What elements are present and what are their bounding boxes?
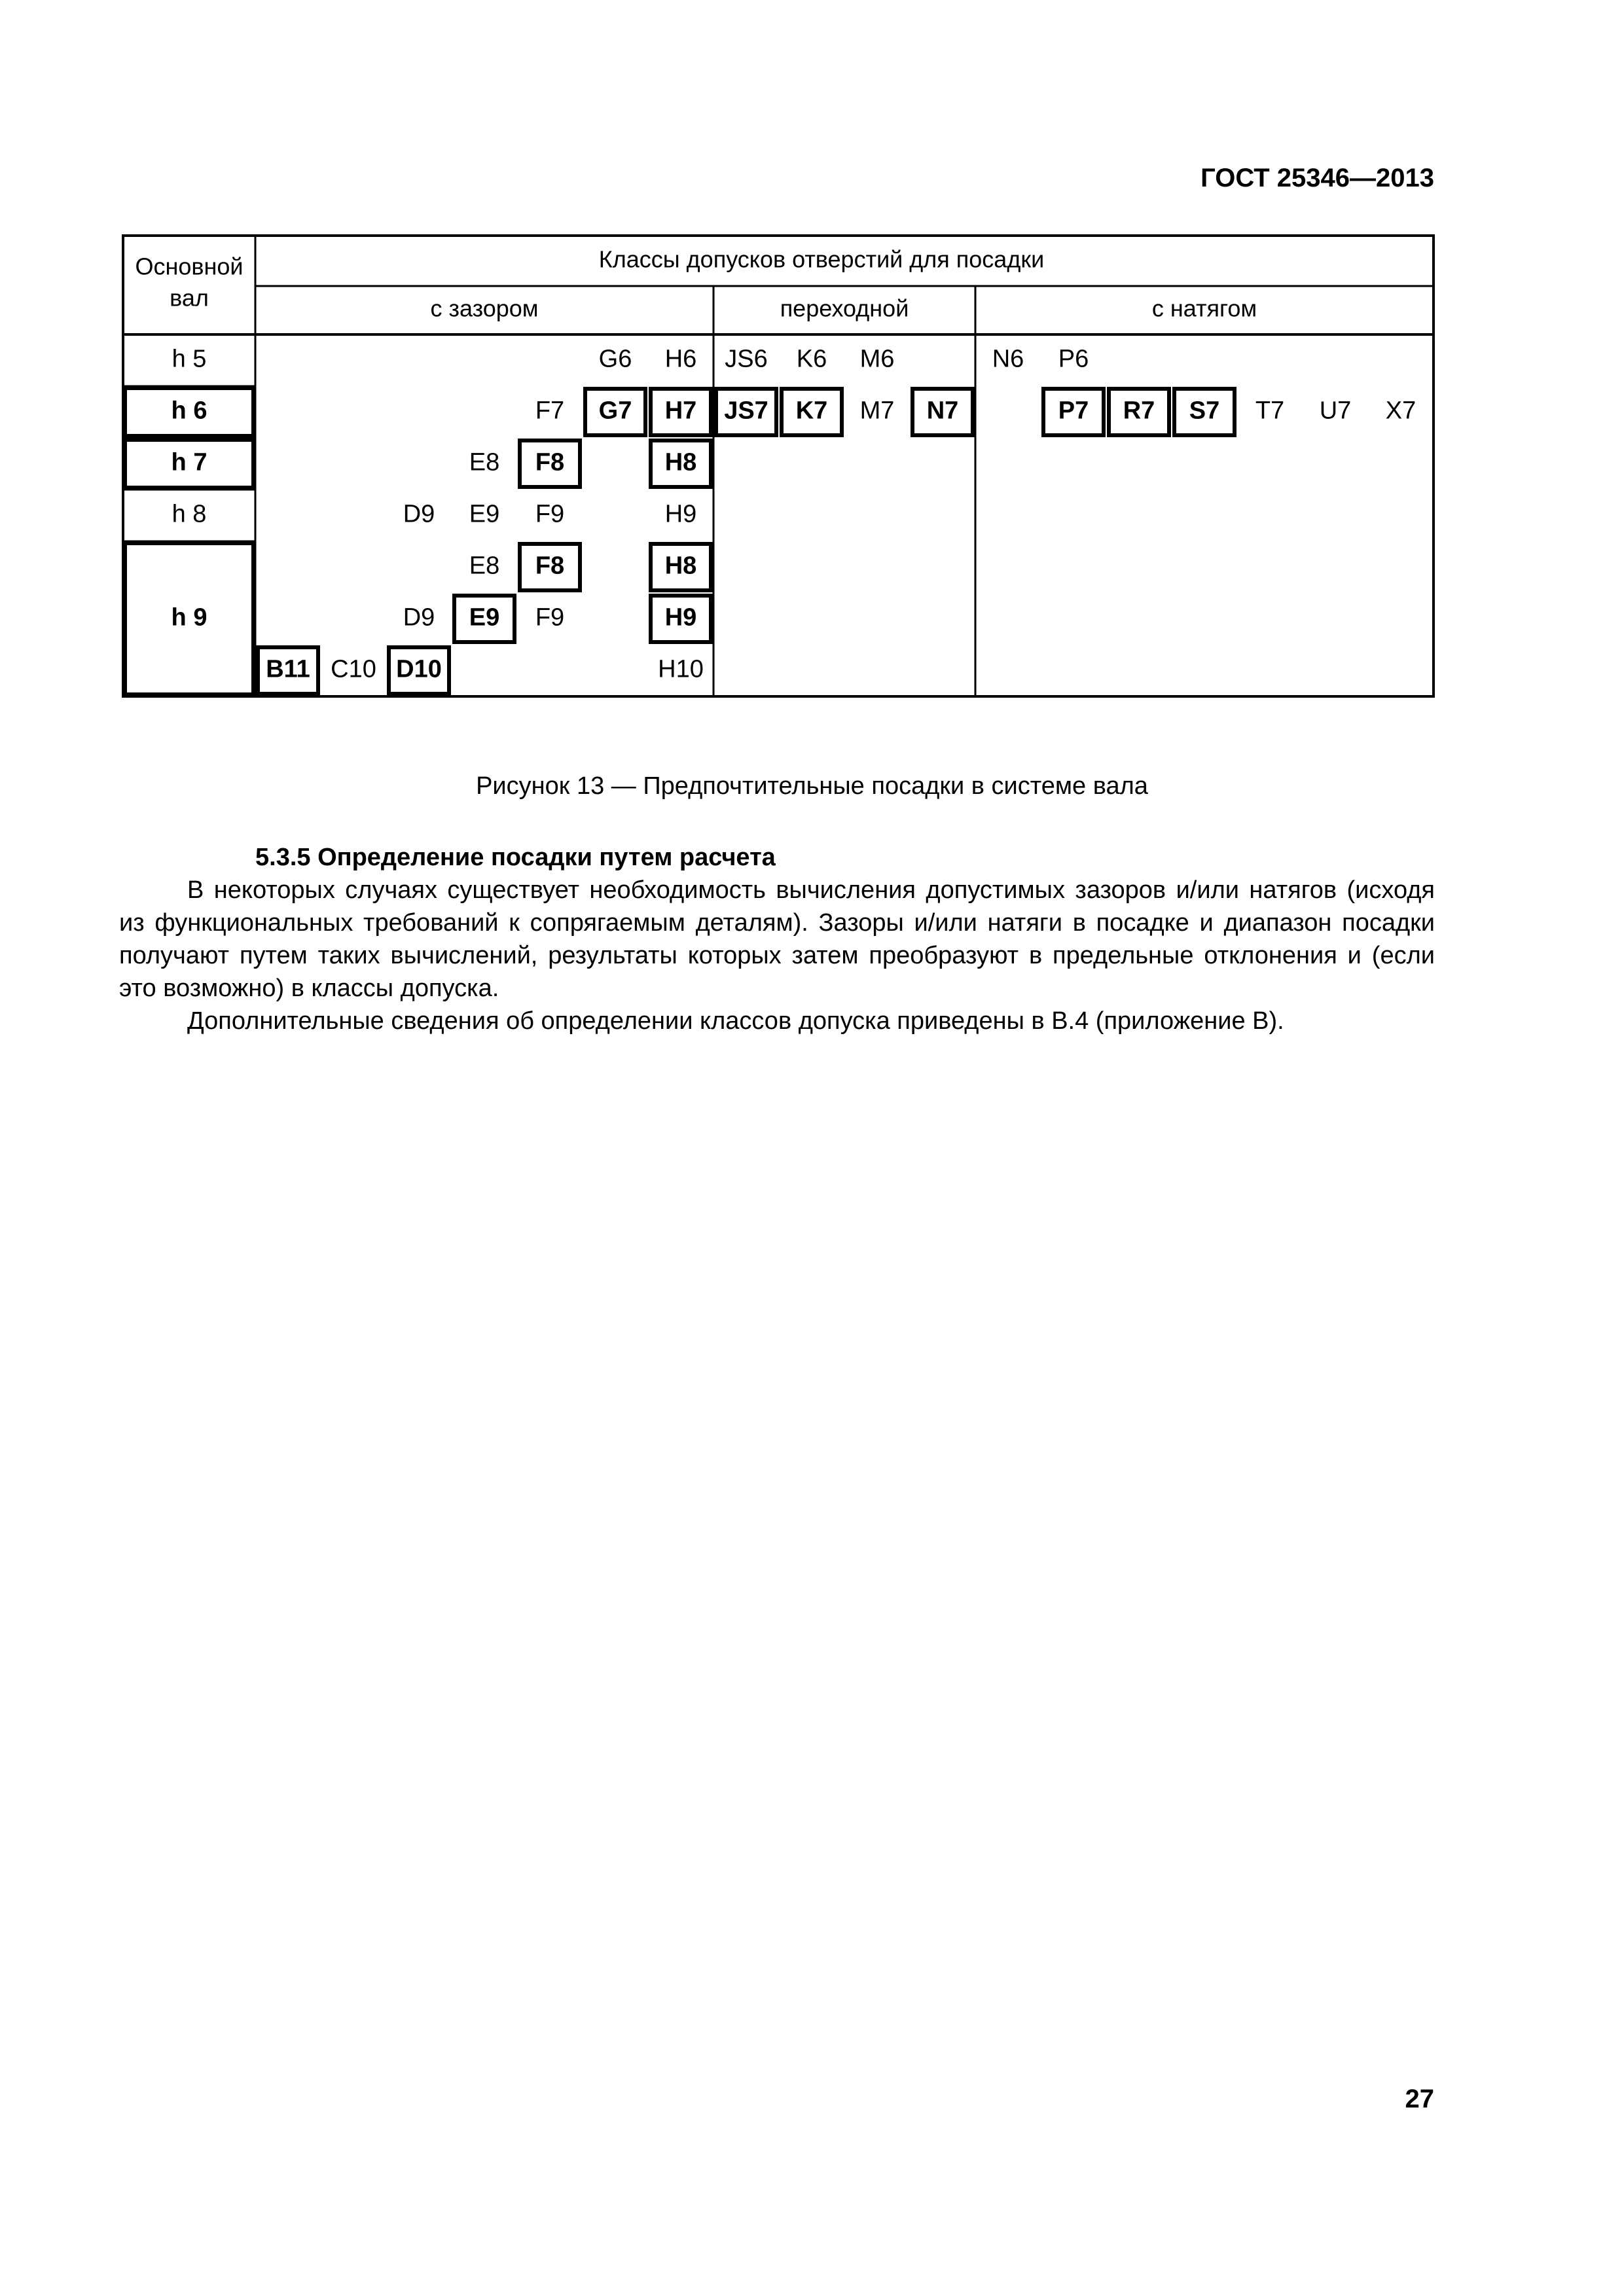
hole-class-U7: U7	[1319, 397, 1352, 425]
group-label-interference: с натягом	[1151, 295, 1257, 322]
group-label-transition: переходной	[780, 295, 909, 322]
hole-class-D10: D10	[396, 655, 442, 683]
shaft-col-header-line1: Основной	[135, 253, 244, 280]
top-header-label: Классы допусков отверстий для посадки	[598, 245, 1045, 273]
hole-class-E9: E9	[469, 500, 500, 528]
figure-text	[135, 246, 1416, 683]
hole-class-H9: H9	[664, 603, 697, 632]
shaft-label-h6: h 6	[171, 397, 208, 425]
hole-class-P7: P7	[1058, 397, 1089, 425]
hole-class-F8: F8	[535, 448, 565, 476]
fits-figure	[0, 0, 1624, 720]
hole-class-S7: S7	[1189, 397, 1220, 425]
section-body	[119, 841, 1435, 1037]
figure-caption: Рисунок 13 — Предпочтительные посадки в системе вала	[476, 772, 1148, 800]
hole-class-E9: E9	[469, 603, 500, 632]
hole-class-B11: B11	[266, 655, 310, 683]
hole-class-H6: H6	[664, 345, 697, 373]
hole-class-X7: X7	[1385, 397, 1416, 425]
hole-class-N7: N7	[926, 397, 959, 425]
shaft-col-header-line2: вал	[170, 284, 209, 312]
page-number: 27	[1405, 2085, 1434, 2113]
hole-class-H8: H8	[664, 552, 697, 580]
hole-class-K6: K6	[796, 345, 827, 373]
paragraph-2: Дополнительные сведения об определении классов допуска приведены в В.4 (приложение В).	[187, 1007, 1284, 1035]
hole-class-M6: M6	[859, 345, 895, 373]
hole-class-D9: D9	[403, 500, 435, 528]
group-label-clearance: с зазором	[430, 295, 539, 322]
hole-class-G6: G6	[598, 345, 632, 373]
hole-class-R7: R7	[1123, 397, 1155, 425]
figure-preferred-boxes	[125, 388, 1235, 694]
hole-class-F9: F9	[535, 500, 565, 528]
hole-class-H8: H8	[664, 448, 697, 476]
hole-class-F8: F8	[535, 552, 565, 580]
shaft-label-h5: h 5	[171, 345, 207, 373]
hole-class-K7: K7	[795, 397, 828, 425]
hole-class-T7: T7	[1255, 397, 1285, 425]
hole-class-E8: E8	[469, 552, 500, 580]
paragraph-1: В некоторых случаях существует необходимость вычисления допустимых зазоров и/или натягов (исходя из функциональных требований к сопрягаемым деталям). Зазоры и/или натяги в посадке и диапазон посадки получают путем таких вычислений, результаты которых затем преобразуют в предельные отклонения и (если это возможно) в классы допуска.	[119, 876, 1435, 1002]
shaft-label-h8: h 8	[171, 500, 207, 528]
hole-class-N6: N6	[992, 345, 1024, 373]
hole-class-G7: G7	[598, 397, 632, 425]
hole-class-H10: H10	[658, 655, 704, 683]
hole-class-F9: F9	[535, 603, 565, 632]
hole-class-F7: F7	[535, 397, 565, 425]
hole-class-H7: H7	[664, 397, 697, 425]
hole-class-P6: P6	[1058, 345, 1089, 373]
hole-class-M7: M7	[859, 397, 895, 425]
shaft-label-h7: h 7	[171, 448, 208, 476]
document-id: ГОСТ 25346—2013	[1200, 164, 1434, 192]
shaft-label-h9: h 9	[171, 603, 208, 632]
hole-class-C10: C10	[331, 655, 376, 683]
hole-class-JS7: JS7	[724, 397, 768, 425]
hole-class-E8: E8	[469, 448, 500, 476]
section-heading: 5.3.5 Определение посадки путем расчета	[255, 844, 776, 871]
hole-class-D9: D9	[403, 603, 435, 632]
hole-class-H9: H9	[664, 500, 697, 528]
hole-class-JS6: JS6	[725, 345, 768, 373]
